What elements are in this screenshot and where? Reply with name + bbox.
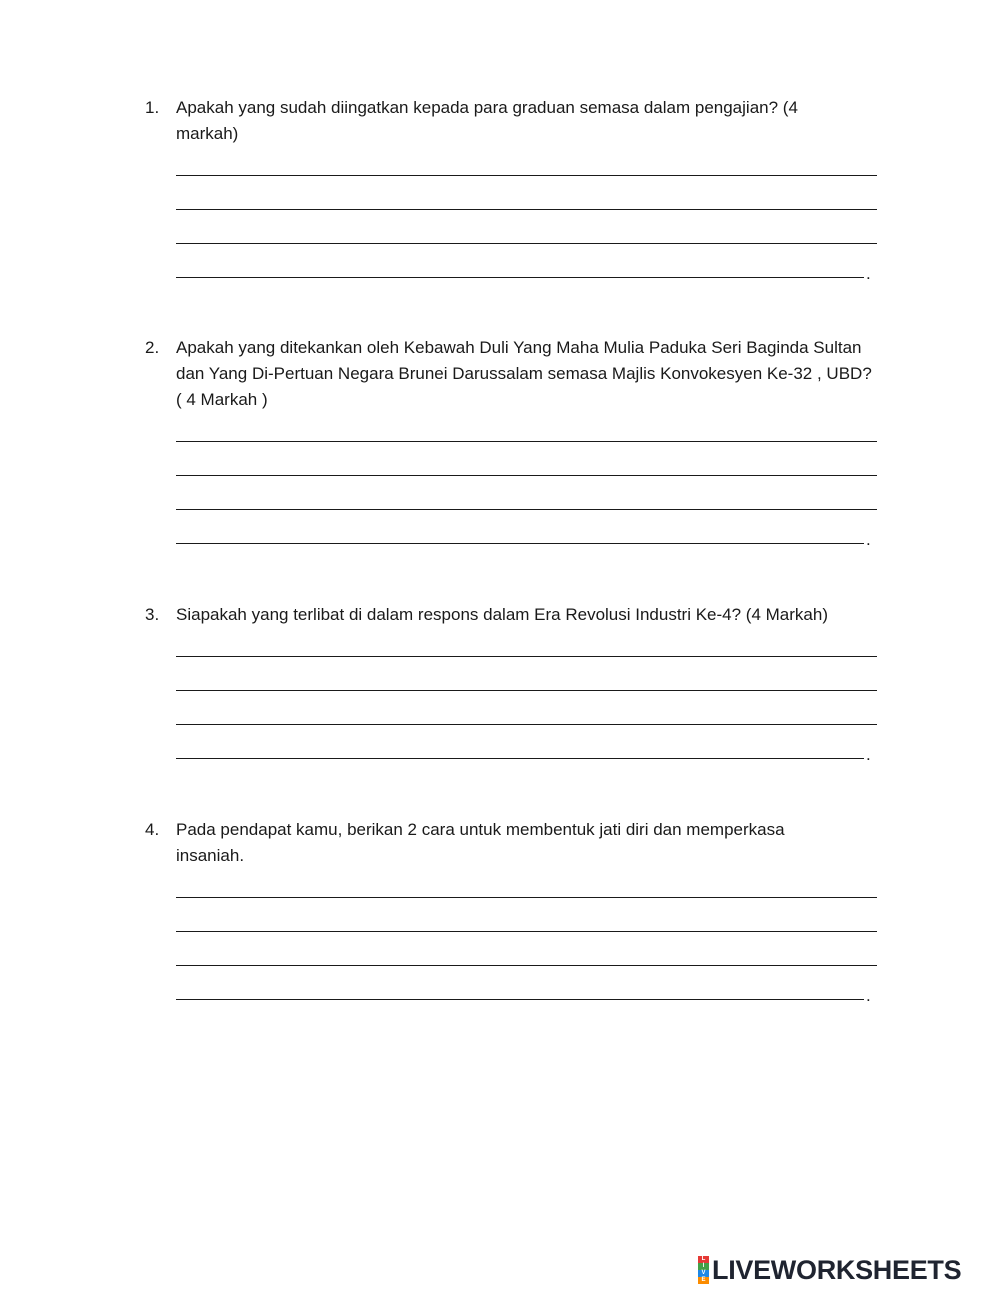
answer-line[interactable] — [176, 276, 864, 278]
answer-line[interactable] — [176, 757, 864, 759]
answer-line[interactable] — [176, 440, 877, 442]
question-1 — [145, 95, 885, 283]
answer-line[interactable] — [176, 998, 864, 1000]
answer-end-period: . — [866, 986, 871, 1005]
logo-icon — [698, 1256, 709, 1284]
question-2 — [145, 335, 885, 549]
answer-line[interactable] — [176, 174, 877, 176]
answer-line[interactable] — [176, 930, 877, 932]
answer-line[interactable] — [176, 655, 877, 657]
answer-line[interactable] — [176, 964, 877, 966]
liveworksheets-logo — [698, 1256, 961, 1284]
answer-line[interactable] — [176, 474, 877, 476]
question-text: Apakah yang ditekankan oleh Kebawah Duli Yang Maha Mulia Paduka Seri Baginda Sultan dan Yang Di-Pertuan Negara Brunei Darussalam semasa Majlis Konvokesyen Ke-32 , UBD? ( 4 Markah ) — [176, 338, 872, 409]
answer-end-period: . — [866, 745, 871, 764]
question-4 — [145, 817, 885, 1005]
question-text: Siapakah yang terlibat di dalam respons dalam Era Revolusi Industri Ke-4? (4 Markah) — [176, 605, 828, 624]
logo-block-e: E — [698, 1277, 709, 1284]
answer-line[interactable] — [176, 508, 877, 510]
logo-text: LIVEWORKSHEETS — [712, 1255, 962, 1285]
logo-block-v: V — [698, 1270, 709, 1277]
answer-line[interactable] — [176, 896, 877, 898]
logo-block-i: I — [698, 1263, 709, 1270]
answer-line[interactable] — [176, 242, 877, 244]
question-text: Apakah yang sudah diingatkan kepada para graduan semasa dalam pengajian? (4 markah) — [176, 98, 798, 143]
question-3 — [145, 602, 885, 764]
question-number: 3. — [145, 605, 160, 624]
logo-block-l: L — [698, 1256, 709, 1263]
answer-line[interactable] — [176, 542, 864, 544]
answer-line[interactable] — [176, 208, 877, 210]
question-number: 2. — [145, 338, 160, 357]
answer-line[interactable] — [176, 689, 877, 691]
answer-line[interactable] — [176, 723, 877, 725]
answer-end-period: . — [866, 530, 871, 549]
question-number: 1. — [145, 98, 160, 117]
answer-end-period: . — [866, 264, 871, 283]
question-text: Pada pendapat kamu, berikan 2 cara untuk membentuk jati diri dan memperkasa insaniah. — [176, 820, 785, 865]
question-number: 4. — [145, 820, 160, 839]
